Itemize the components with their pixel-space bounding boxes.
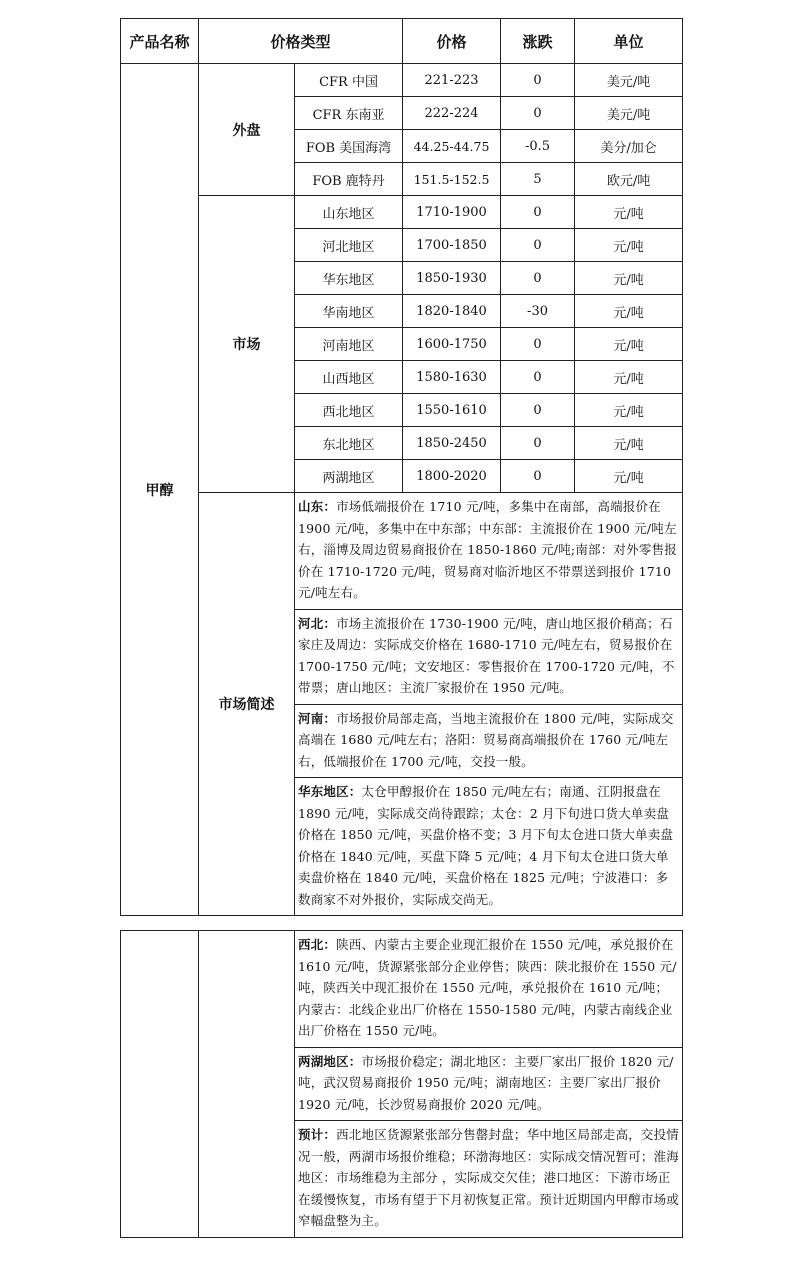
row-price: 1850-1930: [403, 262, 501, 295]
row-type: 华南地区: [295, 295, 403, 328]
row-type: FOB 美国海湾: [295, 130, 403, 163]
row-type: 河北地区: [295, 229, 403, 262]
header-change: 涨跌: [501, 19, 575, 64]
row-change: -30: [501, 295, 575, 328]
row-change: 0: [501, 97, 575, 130]
header-row: [121, 19, 683, 64]
summary-table-continued: [120, 930, 683, 1238]
group-summary: 市场简述: [199, 493, 295, 916]
summary-label: 预计：: [298, 1127, 337, 1142]
row-type: CFR 东南亚: [295, 97, 403, 130]
group-cell-continued: [199, 931, 295, 1238]
summary-row: [121, 931, 683, 1048]
row-change: 0: [501, 460, 575, 493]
row-unit: 美分/加仑: [575, 130, 683, 163]
header-price: 价格: [403, 19, 501, 64]
summary-text: 市场报价稳定；湖北地区：主要厂家出厂报价 1820 元/吨，武汉贸易商报价 1950 元/吨；湖南地区：主要厂家出厂报价 1920 元/吨，长沙贸易商报价 2020 元/吨。: [298, 1053, 674, 1112]
row-price: 1850-2450: [403, 427, 501, 460]
summary-forecast: [295, 1121, 683, 1238]
summary-label: 华东地区：: [298, 784, 362, 799]
row-unit: 元/吨: [575, 427, 683, 460]
summary-shandong: [295, 493, 683, 610]
row-change: 0: [501, 361, 575, 394]
row-unit: 元/吨: [575, 394, 683, 427]
row-type: 山东地区: [295, 196, 403, 229]
row-price: 44.25-44.75: [403, 130, 501, 163]
summary-lianghu: [295, 1047, 683, 1121]
row-type: CFR 中国: [295, 64, 403, 97]
row-unit: 元/吨: [575, 460, 683, 493]
summary-text: 市场低端报价在 1710 元/吨，多集中在南部，高端报价在 1900 元/吨，多集中在中东部；中东部：主流报价在 1900 元/吨左右，淄博及周边贸易商报价在 1850-1860 元/吨;南部：对外零售报价在 1710-1720 元/吨，贸易商对临沂地区不带票送到报价 1710 元/吨左右。: [298, 499, 677, 600]
summary-label: 西北：: [298, 937, 337, 952]
product-cell: 甲醇: [121, 64, 199, 916]
summary-henan: [295, 704, 683, 778]
row-change: 0: [501, 427, 575, 460]
row-type: 东北地区: [295, 427, 403, 460]
group-market: 市场: [199, 196, 295, 493]
row-price: 1600-1750: [403, 328, 501, 361]
summary-label: 河南：: [298, 710, 337, 726]
row-unit: 元/吨: [575, 295, 683, 328]
row-unit: 元/吨: [575, 328, 683, 361]
row-type: 两湖地区: [295, 460, 403, 493]
row-type: 山西地区: [295, 361, 403, 394]
row-change: 0: [501, 328, 575, 361]
summary-text: 太仓甲醇报价在 1850 元/吨左右；南通、江阴报盘在 1890 元/吨，实际成交尚待跟踪；太仓：2 月下旬进口货大单卖盘价格在 1850 元/吨，买盘价格不变；3 月下旬太仓进口货大单卖盘价格在 1840 元/吨，买盘下降 5 元/吨；4 月下旬太仓进口货大单卖盘价格在 1840 元/吨，买盘价格在 1825 元/吨；宁波港口：多数商家不对外报价，实际成交尚无。: [298, 784, 674, 907]
summary-text: 西北地区货源紧张部分售罄封盘；华中地区局部走高，交投情况一般，两湖市场报价维稳；环渤海地区：实际成交情况暂可；淮海地区：市场维稳为主部分 ，实际成交欠佳；港口地区：下游市场正在缓慢恢复，市场有望于下月初恢复正常。预计近期国内甲醇市场或窄幅盘整为主。: [298, 1127, 680, 1228]
row-price: 221-223: [403, 64, 501, 97]
row-change: 0: [501, 262, 575, 295]
row-price: 1580-1630: [403, 361, 501, 394]
row-type: FOB 鹿特丹: [295, 163, 403, 196]
row-price: 1800-2020: [403, 460, 501, 493]
summary-label: 两湖地区：: [298, 1053, 362, 1069]
summary-label: 山东：: [298, 499, 337, 514]
row-price: 1710-1900: [403, 196, 501, 229]
summary-text: 陕西、内蒙古主要企业现汇报价在 1550 元/吨，承兑报价在 1610 元/吨，货源紧张部分企业停售；陕西：陕北报价在 1550 元/吨，陕西关中现汇报价在 1550 元/吨，承兑报价在 1610 元/吨；内蒙古：北线企业出厂价格在 1550-1580 元/吨，内蒙古南线企业出厂价格在 1550 元/吨。: [298, 937, 677, 1038]
summary-huadong: [295, 778, 683, 916]
row-price: 222-224: [403, 97, 501, 130]
row-change: -0.5: [501, 130, 575, 163]
row-change: 0: [501, 196, 575, 229]
summary-xibei: [295, 931, 683, 1048]
summary-text: 市场主流报价在 1730-1900 元/吨，唐山地区报价稍高；石家庄及周边：实际成交价格在 1680-1710 元/吨左右，贸易报价在 1700-1750 元/吨；文安地区：零售报价在 1700-1720 元/吨，不带票；唐山地区：主流厂家报价在 1950 元/吨。: [298, 615, 675, 695]
row-change: 0: [501, 229, 575, 262]
row-type: 西北地区: [295, 394, 403, 427]
summary-label: 河北：: [298, 615, 337, 631]
row-unit: 元/吨: [575, 229, 683, 262]
summary-hebei: [295, 609, 683, 704]
summary-text: 市场报价局部走高，当地主流报价在 1800 元/吨，实际成交高端在 1680 元/吨左右；洛阳：贸易商高端报价在 1760 元/吨左右，低端报价在 1700 元/吨，交投一般。: [298, 710, 674, 769]
row-unit: 元/吨: [575, 361, 683, 394]
row-unit: 美元/吨: [575, 97, 683, 130]
table-row: [121, 196, 683, 229]
header-price-type: 价格类型: [199, 19, 403, 64]
row-unit: 欧元/吨: [575, 163, 683, 196]
row-type: 河南地区: [295, 328, 403, 361]
row-price: 1820-1840: [403, 295, 501, 328]
row-price: 1700-1850: [403, 229, 501, 262]
row-unit: 元/吨: [575, 196, 683, 229]
product-cell-continued: [121, 931, 199, 1238]
row-change: 5: [501, 163, 575, 196]
price-table: [120, 18, 683, 916]
row-change: 0: [501, 64, 575, 97]
row-unit: 美元/吨: [575, 64, 683, 97]
group-outer: 外盘: [199, 64, 295, 196]
row-change: 0: [501, 394, 575, 427]
row-type: 华东地区: [295, 262, 403, 295]
summary-row: [121, 493, 683, 610]
header-unit: 单位: [575, 19, 683, 64]
row-price: 151.5-152.5: [403, 163, 501, 196]
header-product: 产品名称: [121, 19, 199, 64]
row-price: 1550-1610: [403, 394, 501, 427]
row-unit: 元/吨: [575, 262, 683, 295]
table-row: [121, 64, 683, 97]
